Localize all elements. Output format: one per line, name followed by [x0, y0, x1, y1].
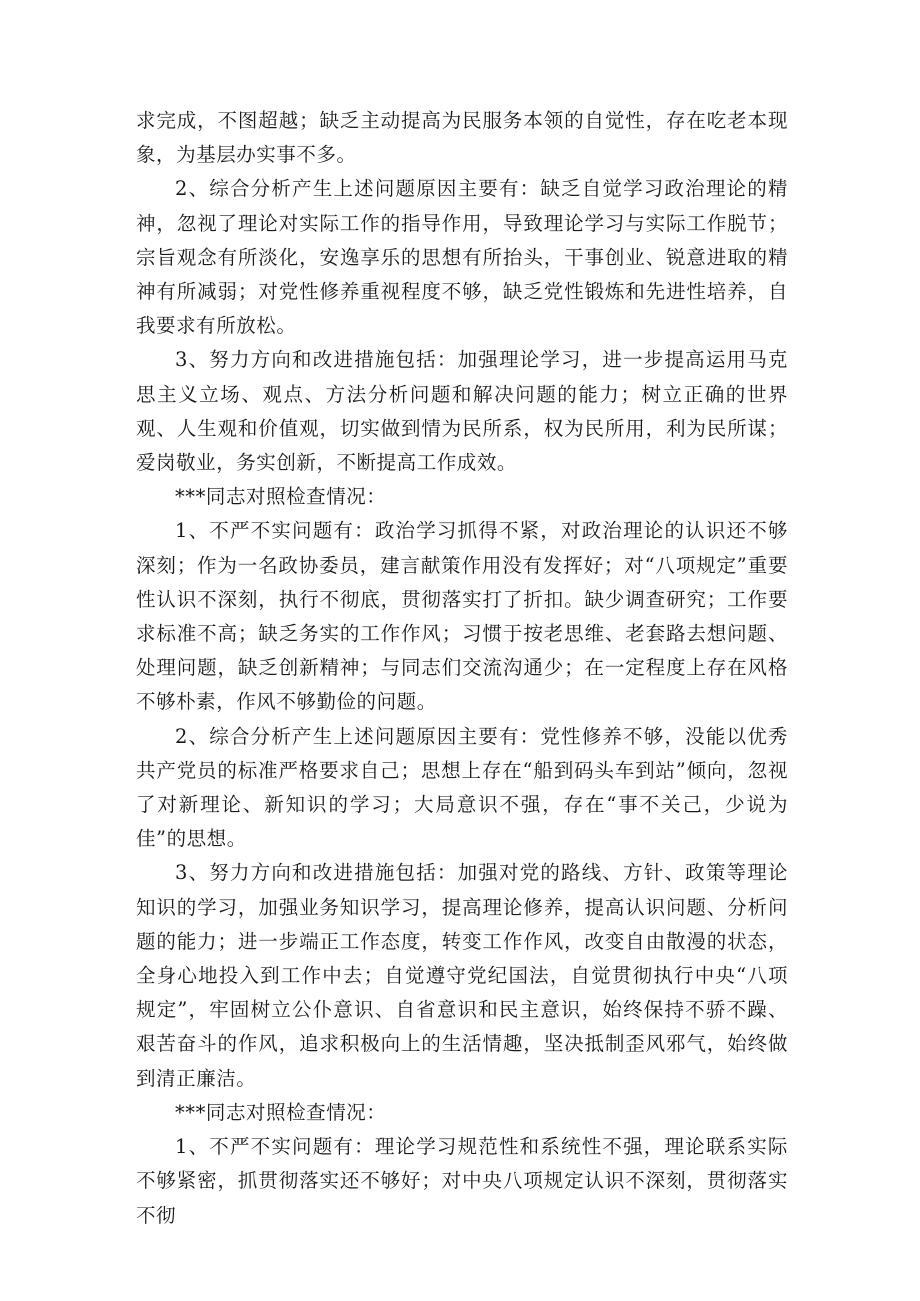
paragraph-item-2-causes: 2、综合分析产生上述问题原因主要有：党性修养不够，没能以优秀共产党员的标准严格要求自己；思想上存在“船到码头车到站”倾向，忽视了对新理论、新知识的学习；大局意识不强，存在“事不关己，少说为佳”的思想。: [136, 724, 788, 851]
paragraph-item-3-measures: 3、努力方向和改进措施包括：加强理论学习，进一步提高运用马克思主义立场、观点、方法分析问题和解决问题的能力；树立正确的世界观、人生观和价值观，切实做到情为民所系，权为民所用，利为民所谋；爱岗敬业，务实创新，不断提高工作成效。: [136, 348, 788, 475]
paragraph-item-1-problems: 1、不严不实问题有：政治学习抓得不紧，对政治理论的认识还不够深刻；作为一名政协委员，建言献策作用没有发挥好；对“八项规定”重要性认识不深刻，执行不彻底，贯彻落实打了折扣。缺少调查研究；工作要求标准不高；缺乏务实的工作作风；习惯于按老思维、老套路去想问题、处理问题，缺乏创新精神；与同志们交流沟通少；在一定程度上存在风格不够朴素，作风不够勤俭的问题。: [136, 519, 788, 714]
paragraph-item-1-problems: 1、不严不实问题有：理论学习规范性和系统性不强，理论联系实际不够紧密，抓贯彻落实还不够好；对中央八项规定认识不深刻，贯彻落实不彻: [136, 1135, 788, 1227]
document-body: [136, 104, 788, 1233]
section-heading: ***同志对照检查情况：: [175, 485, 387, 509]
continuation-paragraph: 求完成，不图超越；缺乏主动提高为民服务本领的自觉性，存在吃老本现象，为基层办实事不多。: [136, 109, 788, 167]
paragraph-item-3-measures: 3、努力方向和改进措施包括：加强对党的路线、方针、政策等理论知识的学习，加强业务知识学习，提高理论修养，提高认识问题、分析问题的能力；进一步端正工作态度，转变工作作风，改变自由散漫的状态，全身心地投入到工作中去；自觉遵守党纪国法，自觉贯彻执行中央“八项规定”，牢固树立公仆意识、自省意识和民主意识，始终保持不骄不躁、艰苦奋斗的作风，追求积极向上的生活情趣，坚决抵制歪风邪气，始终做到清正廉洁。: [136, 861, 788, 1090]
section-heading: ***同志对照检查情况：: [175, 1100, 387, 1124]
paragraph-item-2-causes: 2、综合分析产生上述问题原因主要有：缺乏自觉学习政治理论的精神，忽视了理论对实际工作的指导作用，导致理论学习与实际工作脱节；宗旨观念有所淡化，安逸享乐的思想有所抬头，干事创业、锐意进取的精神有所减弱；对党性修养重视程度不够，缺乏党性锻炼和先进性培养，自我要求有所放松。: [136, 177, 788, 338]
